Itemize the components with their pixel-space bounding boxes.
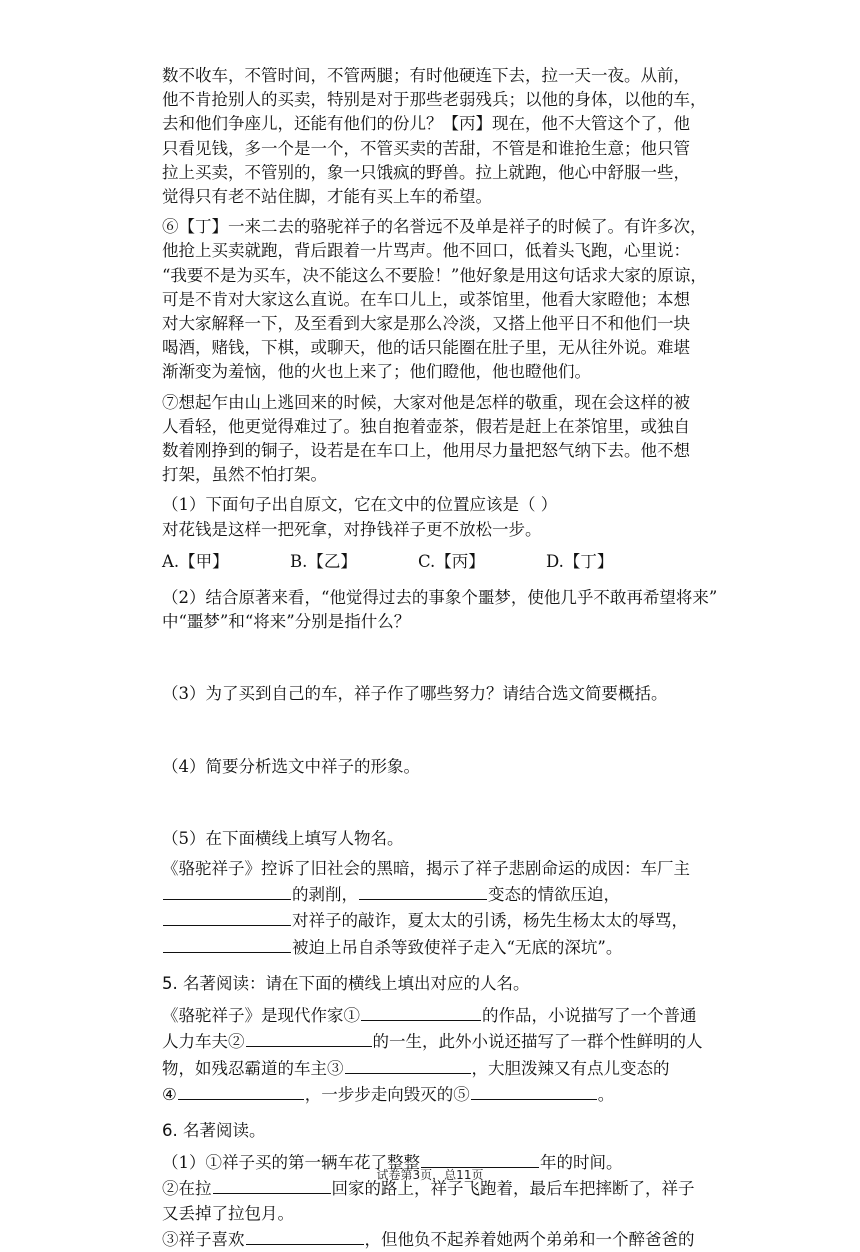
option-c: C.【丙】 (418, 551, 485, 571)
q5-text: 对祥子的敲诈，夏太太的引诱，杨先生杨太太的辱骂， (292, 911, 688, 931)
question-4: （4）简要分析选文中祥子的形象。 (162, 756, 420, 776)
question-2-line-1: （2）结合原著来看，“他觉得过去的事象个噩梦，使他几乎不敢再希望将来” (162, 588, 718, 608)
question-3: （3）为了买到自己的车，祥子作了哪些努力？请结合选文简要概括。 (162, 684, 668, 704)
s5-text: 物，如残忍霸道的车主③ (162, 1058, 344, 1078)
s5-text: 《骆驼祥子》是现代作家① (162, 1006, 360, 1026)
question-5-line-2 (162, 881, 740, 907)
answer-blank[interactable] (361, 1002, 481, 1021)
passage-line: 渐渐变为羞恼，他的火也上来了；他们瞪他，他也瞪他们。 (162, 362, 591, 382)
section-6-line-3: 又丢掉了拉包月。 (162, 1203, 294, 1223)
s5-text: 人力车夫② (162, 1032, 245, 1052)
answer-blank[interactable] (178, 1081, 304, 1100)
q5-text: 变态的情欲压迫， (488, 885, 620, 905)
answer-blank[interactable] (163, 907, 291, 926)
s6-text: ，但他负不起养着她两个弟弟和一个醉爸爸的 (364, 1229, 695, 1249)
passage-line: 可是不肯对大家这么直说。在车口儿上，或茶馆里，他看大家瞪他；本想 (162, 289, 690, 309)
s5-text: 。 (597, 1084, 615, 1104)
passage-line: 他抢上买卖就跑，背后跟着一片骂声。他不回口，低着头飞跑，心里说： (162, 241, 690, 261)
section-5-line-3 (162, 1055, 740, 1081)
passage-line: 打架，虽然不怕打架。 (162, 465, 327, 485)
section-5-line-2 (162, 1028, 740, 1054)
answer-blank[interactable] (359, 881, 487, 900)
answer-blank[interactable] (163, 934, 291, 953)
question-5-stem: （5）在下面横线上填写人物名。 (162, 828, 404, 848)
s6-text: 年的时间。 (540, 1153, 623, 1173)
question-5-line-3 (162, 907, 740, 933)
s6-text: ②在拉 (162, 1179, 212, 1199)
q5-text: 被迫上吊自杀等致使祥子走入“无底的深坑”。 (292, 937, 623, 957)
section-6-title: 6. 名著阅读。 (162, 1120, 266, 1140)
question-2-line-2: 中“噩梦”和“将来”分别是指什么？ (162, 612, 411, 632)
question-5-line-1: 《骆驼祥子》控诉了旧社会的黑暗，揭示了祥子悲剧命运的成因：车厂主 (162, 859, 690, 879)
passage-line: ⑦想起乍由山上逃回来的时候，大家对他是怎样的敬重，现在会这样的被 (162, 392, 690, 412)
question-1-options (162, 550, 740, 574)
passage-line: 喝酒，赌钱，下棋，或聊天，他的话只能圈在肚子里，无从往外说。难堪 (162, 338, 690, 358)
s5-text: 的作品，小说描写了一个普通 (482, 1006, 697, 1026)
section-5-line-1 (162, 1002, 740, 1028)
option-b: B.【乙】 (290, 551, 357, 571)
section-5-line-4 (162, 1081, 740, 1107)
passage-paragraph-6 (162, 215, 740, 384)
answer-blank[interactable] (246, 1028, 372, 1047)
passage-line: 他不肯抢别人的买卖，特别是对于那些老弱残兵；以他的身体，以他的车， (162, 90, 707, 110)
passage-paragraph-7 (162, 391, 740, 488)
passage-line: 人看轻，他更觉得难过了。独自抱着壶茶，假若是赶上在茶馆里，或独自 (162, 416, 690, 436)
passage-line: 只看见钱，多一个是一个，不管买卖的苦甜，不管是和谁抢生意；他只管 (162, 138, 690, 158)
passage-line: 对大家解释一下，及至看到大家是那么冷淡，又搭上他平日不和他们一块 (162, 314, 690, 334)
answer-blank[interactable] (345, 1055, 471, 1074)
content-area (162, 64, 740, 1252)
option-d: D.【丁】 (546, 551, 614, 571)
s5-text: 的一生，此外小说还描写了一群个性鲜明的人 (372, 1032, 703, 1052)
section-5-title: 5. 名著阅读：请在下面的横线上填出对应的人名。 (162, 973, 530, 993)
s5-text: ，大胆泼辣又有点儿变态的 (471, 1058, 670, 1078)
passage-line: “我要不是为买车，决不能这么不要脸！”他好象是用这句话求大家的原谅， (162, 265, 707, 285)
option-a: A.【甲】 (162, 551, 229, 571)
s5-text: ，一步步走向毁灭的⑤ (304, 1084, 470, 1104)
answer-blank[interactable] (471, 1081, 597, 1100)
s5-text: ④ (162, 1084, 177, 1104)
passage-line: 数不收车，不管时间，不管两腿；有时他硬连下去，拉一天一夜。从前， (162, 66, 690, 85)
passage-line: 觉得只有老不站住脚，才能有买上车的希望。 (162, 187, 492, 207)
answer-blank[interactable] (163, 881, 291, 900)
q5-text: 的剥削， (292, 885, 358, 905)
passage-line: 去和他们争座儿，还能有他们的份儿？【丙】现在，他不大管这个了，他 (162, 114, 690, 134)
question-5-line-4 (162, 934, 740, 960)
section-6-line-4 (162, 1226, 740, 1252)
passage-line: 数着刚挣到的铜子，设若是在车口上，他用尽力量把怒气纳下去。他不想 (162, 441, 690, 461)
s6-text: 回家的路上，祥子飞跑着，最后车把摔断了，祥子 (331, 1179, 695, 1199)
passage-line: 拉上买卖，不管别的，象一只饿疯的野兽。拉上就跑，他心中舒服一些， (162, 162, 690, 182)
passage-line: ⑥【丁】一来二去的骆驼祥子的名誉远不及单是祥子的时候了。有许多次， (162, 217, 707, 237)
passage-paragraph-5 (162, 64, 740, 209)
answer-blank[interactable] (246, 1226, 364, 1245)
s6-text: （1）①祥子买的第一辆车花了整整 (162, 1153, 420, 1173)
question-1-stem: （1）下面句子出自原文，它在文中的位置应该是（ ） (162, 495, 558, 515)
question-1-sentence: 对花钱是这样一把死拿，对挣钱祥子更不放松一步。 (162, 519, 542, 539)
s6-text: ③祥子喜欢 (162, 1229, 245, 1249)
page-footer: 试卷第3页，总11页 (376, 1168, 484, 1182)
